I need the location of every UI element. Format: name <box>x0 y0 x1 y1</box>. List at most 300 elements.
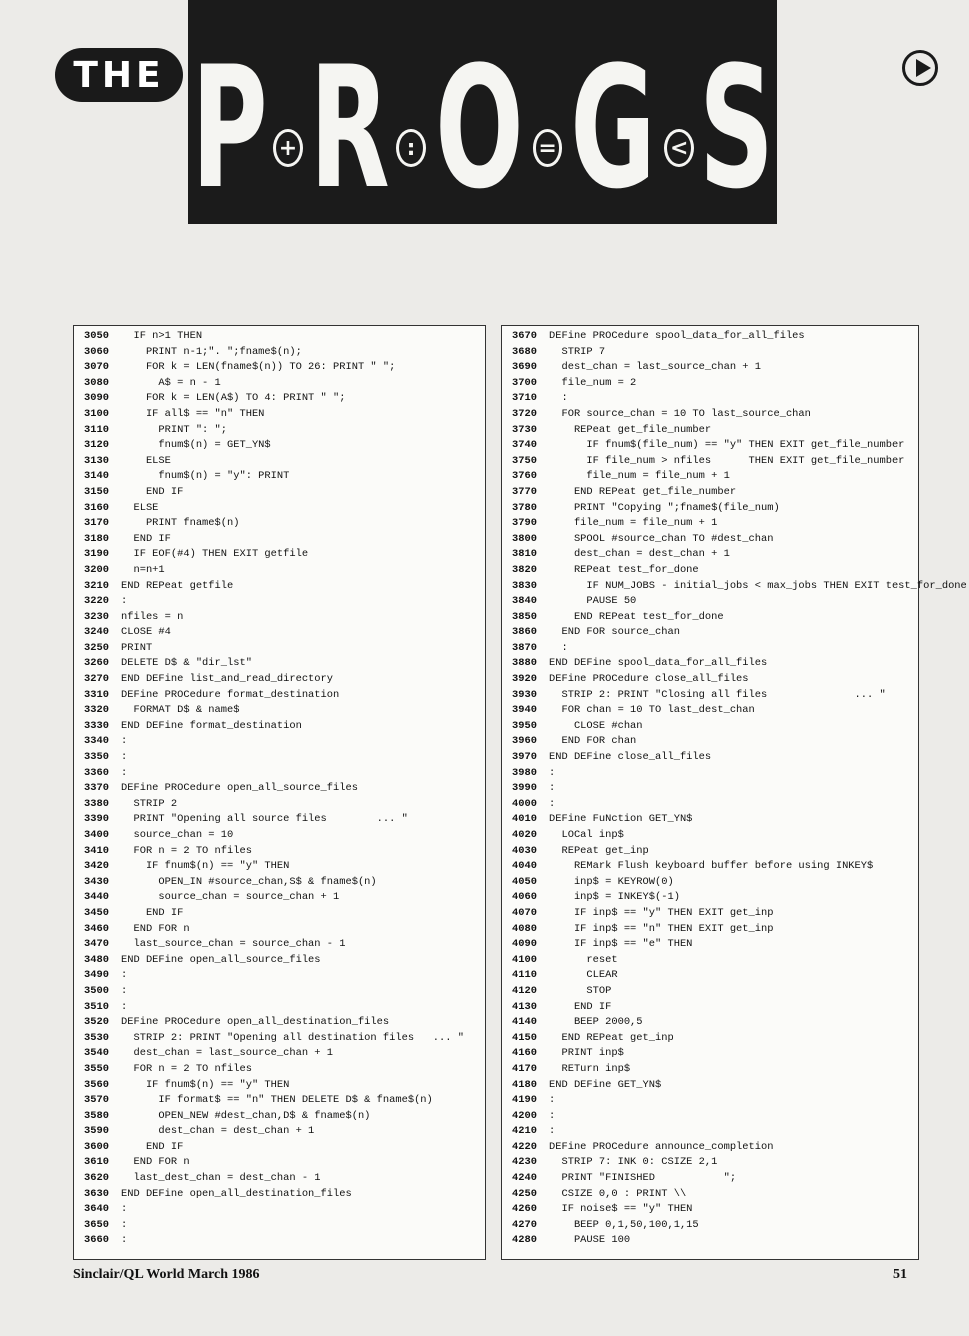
code-text: IF n>1 THEN <box>121 330 203 342</box>
code-text: STOP <box>549 984 612 997</box>
code-text: CLEAR <box>549 969 618 982</box>
code-text: STRIP 7: INK 0: CSIZE 2,1 <box>549 1156 718 1169</box>
code-text: END FOR source_chan <box>549 626 680 639</box>
line-number: 4160 <box>512 1047 537 1060</box>
code-text: last_source_chan = source_chan - 1 <box>121 938 346 951</box>
code-line <box>512 922 918 938</box>
code-line <box>84 1124 485 1140</box>
line-number: 3180 <box>84 532 109 545</box>
code-line <box>84 968 485 984</box>
line-number: 3450 <box>84 906 109 919</box>
line-number: 3370 <box>84 782 109 795</box>
line-number: 3230 <box>84 610 109 623</box>
title-letter: S <box>698 30 775 226</box>
line-number: 3730 <box>512 423 537 436</box>
code-line <box>84 781 485 797</box>
code-text: END DEFine close_all_files <box>549 751 712 764</box>
code-line <box>512 547 918 563</box>
code-line <box>84 1187 485 1203</box>
code-line <box>512 610 918 626</box>
code-text: PRINT "Opening all source files ... " <box>121 813 408 826</box>
code-line <box>84 1202 485 1218</box>
code-line <box>84 1062 485 1078</box>
code-line <box>84 875 485 891</box>
code-text: dest_chan = dest_chan + 1 <box>549 548 730 561</box>
code-text: PRINT inp$ <box>549 1047 624 1060</box>
code-line <box>512 360 918 376</box>
code-line <box>512 766 918 782</box>
code-line <box>512 469 918 485</box>
code-text: source_chan = 10 <box>121 829 234 841</box>
code-text: END FOR n <box>121 1156 190 1169</box>
code-text: IF inp$ == "n" THEN EXIT get_inp <box>549 922 774 935</box>
line-number: 3680 <box>512 345 537 358</box>
code-text: FOR source_chan = 10 TO last_source_chan <box>549 407 811 420</box>
code-text: ELSE <box>121 501 159 514</box>
code-line <box>84 1155 485 1171</box>
code-text: IF noise$ == "y" THEN <box>549 1203 693 1216</box>
code-line <box>84 547 485 563</box>
code-text: FORMAT D$ & name$ <box>121 704 240 717</box>
code-line <box>512 890 918 906</box>
code-text: END REPeat get_inp <box>549 1031 674 1044</box>
line-number: 3950 <box>512 719 537 732</box>
code-text: DEFine PROCedure open_all_destination_files <box>121 1016 390 1029</box>
code-text: inp$ = INKEY$(-1) <box>549 891 680 904</box>
code-text: : <box>549 1094 556 1107</box>
code-line <box>84 469 485 485</box>
code-line <box>512 438 918 454</box>
code-text: FOR chan = 10 TO last_dest_chan <box>549 704 755 717</box>
code-line <box>512 1093 918 1109</box>
line-number: 3610 <box>84 1156 109 1169</box>
line-number: 3590 <box>84 1125 109 1138</box>
code-text: CLOSE #4 <box>121 626 171 639</box>
code-text: : <box>121 984 128 997</box>
code-line <box>512 1109 918 1125</box>
line-number: 4020 <box>512 829 537 841</box>
line-number: 3250 <box>84 641 109 654</box>
code-text: : <box>121 1234 128 1247</box>
line-number: 3360 <box>84 766 109 779</box>
line-number: 3740 <box>512 439 537 452</box>
code-line <box>84 1015 485 1031</box>
code-text: PRINT "FINISHED "; <box>549 1172 737 1185</box>
code-line <box>512 1015 918 1031</box>
code-line <box>512 376 918 392</box>
line-number: 3960 <box>512 735 537 748</box>
line-number: 3850 <box>512 610 537 623</box>
code-text: DEFine PROCedure spool_data_for_all_files <box>549 330 805 342</box>
code-text: FOR k = LEN(fname$(n)) TO 26: PRINT " "; <box>121 361 396 374</box>
code-line <box>84 922 485 938</box>
progs-banner <box>188 0 777 224</box>
code-text: END DEFine list_and_read_directory <box>121 673 334 686</box>
code-line <box>84 454 485 470</box>
code-text: : <box>549 1125 556 1138</box>
line-number: 3840 <box>512 595 537 608</box>
code-text: IF inp$ == "e" THEN <box>549 938 693 951</box>
line-number: 4140 <box>512 1016 537 1029</box>
title-letter: O <box>435 30 524 226</box>
code-line <box>512 641 918 657</box>
line-number: 3400 <box>84 829 109 841</box>
code-line <box>512 1062 918 1078</box>
code-text: : <box>121 595 128 608</box>
code-text: IF NUM_JOBS - initial_jobs < max_jobs THEN EXIT test_for_done <box>549 579 967 592</box>
code-line <box>512 1031 918 1047</box>
play-arrow-icon <box>902 50 938 86</box>
line-number: 3990 <box>512 782 537 795</box>
code-text: A$ = n - 1 <box>121 376 221 389</box>
code-line <box>512 532 918 548</box>
code-text: : <box>121 1203 128 1216</box>
code-line <box>84 423 485 439</box>
code-text: END IF <box>121 906 184 919</box>
code-line <box>512 594 918 610</box>
line-number: 4260 <box>512 1203 537 1216</box>
line-number: 3710 <box>512 392 537 405</box>
code-text: END IF <box>549 1000 612 1013</box>
code-line <box>84 1031 485 1047</box>
line-number: 3470 <box>84 938 109 951</box>
code-line <box>512 688 918 704</box>
line-number: 3940 <box>512 704 537 717</box>
code-text: inp$ = KEYROW(0) <box>549 875 674 888</box>
code-line <box>84 1078 485 1094</box>
code-text: : <box>121 1218 128 1231</box>
line-number: 3760 <box>512 470 537 483</box>
code-line <box>512 703 918 719</box>
code-line <box>84 890 485 906</box>
code-line <box>512 672 918 688</box>
code-line <box>512 968 918 984</box>
code-text: file_num = file_num + 1 <box>549 470 730 483</box>
code-text: : <box>121 735 128 748</box>
code-text: REMark Flush keyboard buffer before using INKEY$ <box>549 860 874 873</box>
code-line <box>84 1109 485 1125</box>
line-number: 3480 <box>84 953 109 966</box>
line-number: 3700 <box>512 376 537 389</box>
line-number: 4040 <box>512 860 537 873</box>
code-line <box>512 1140 918 1156</box>
code-text: PRINT ": "; <box>121 423 228 436</box>
line-number: 4130 <box>512 1000 537 1013</box>
code-line <box>512 516 918 532</box>
line-number: 4170 <box>512 1062 537 1075</box>
line-number: 3530 <box>84 1031 109 1044</box>
code-line <box>84 1140 485 1156</box>
line-number: 4030 <box>512 844 537 857</box>
line-number: 3930 <box>512 688 537 701</box>
line-number: 3560 <box>84 1078 109 1091</box>
code-text: : <box>549 797 556 810</box>
code-line <box>512 719 918 735</box>
code-text: n=n+1 <box>121 563 165 576</box>
line-number: 4180 <box>512 1078 537 1091</box>
code-listing-right <box>502 326 967 1249</box>
line-number: 4010 <box>512 813 537 826</box>
code-line <box>512 625 918 641</box>
code-text: : <box>121 1000 128 1013</box>
code-line <box>512 501 918 517</box>
code-line <box>512 1187 918 1203</box>
line-number: 3120 <box>84 439 109 452</box>
code-line <box>512 812 918 828</box>
line-number: 4240 <box>512 1172 537 1185</box>
line-number: 3810 <box>512 548 537 561</box>
code-line <box>84 625 485 641</box>
code-line <box>84 485 485 501</box>
code-text: DEFine PROCedure open_all_source_files <box>121 782 358 795</box>
listing-panel-right <box>501 325 967 1260</box>
line-number: 3260 <box>84 657 109 670</box>
progs-title <box>188 30 777 226</box>
title-letter: R <box>309 30 390 226</box>
code-text: : <box>121 766 128 779</box>
line-number: 3270 <box>84 673 109 686</box>
line-number: 4220 <box>512 1140 537 1153</box>
line-number: 4110 <box>512 969 537 982</box>
code-line <box>512 656 918 672</box>
code-text: : <box>121 969 128 982</box>
code-line <box>512 1000 918 1016</box>
code-line <box>84 501 485 517</box>
code-text: IF fnum$(n) == "y" THEN <box>121 860 290 873</box>
code-text: file_num = 2 <box>549 376 637 389</box>
code-line <box>84 360 485 376</box>
code-text: fnum$(n) = GET_YN$ <box>121 439 271 452</box>
line-number: 3420 <box>84 860 109 873</box>
code-text: END FOR chan <box>549 735 637 748</box>
code-text: reset <box>549 953 618 966</box>
code-text: PRINT "Copying ";fname$(file_num) <box>549 501 780 514</box>
code-line <box>84 953 485 969</box>
listing-panel-left <box>73 325 486 1260</box>
line-number: 3720 <box>512 407 537 420</box>
title-letter: G <box>570 30 657 226</box>
code-text: PRINT n-1;". ";fname$(n); <box>121 345 302 358</box>
code-text: ELSE <box>121 454 171 467</box>
code-line <box>84 1046 485 1062</box>
line-number: 3620 <box>84 1172 109 1185</box>
line-number: 4190 <box>512 1094 537 1107</box>
code-line <box>84 797 485 813</box>
code-text: last_dest_chan = dest_chan - 1 <box>121 1172 321 1185</box>
line-number: 3440 <box>84 891 109 904</box>
code-line <box>84 828 485 844</box>
line-number: 3800 <box>512 532 537 545</box>
line-number: 3640 <box>84 1203 109 1216</box>
code-line <box>84 579 485 595</box>
code-line <box>512 750 918 766</box>
line-number: 3130 <box>84 454 109 467</box>
line-number: 4000 <box>512 797 537 810</box>
colon-key-icon: : <box>396 129 426 167</box>
code-line <box>512 828 918 844</box>
code-text: : <box>549 641 568 654</box>
code-text: IF inp$ == "y" THEN EXIT get_inp <box>549 906 774 919</box>
line-number: 3550 <box>84 1062 109 1075</box>
line-number: 3650 <box>84 1218 109 1231</box>
line-number: 3410 <box>84 844 109 857</box>
code-text: FOR n = 2 TO nfiles <box>121 844 252 857</box>
code-line <box>512 953 918 969</box>
line-number: 3090 <box>84 392 109 405</box>
line-number: 3520 <box>84 1016 109 1029</box>
line-number: 3540 <box>84 1047 109 1060</box>
code-text: OPEN_NEW #dest_chan,D$ & fname$(n) <box>121 1109 371 1122</box>
line-number: 3660 <box>84 1234 109 1247</box>
code-line <box>512 579 967 595</box>
line-number: 4100 <box>512 953 537 966</box>
code-text: IF file_num > nfiles THEN EXIT get_file_number <box>549 454 905 467</box>
code-line <box>84 376 485 392</box>
line-number: 3100 <box>84 407 109 420</box>
line-number: 4270 <box>512 1218 537 1231</box>
line-number: 3330 <box>84 719 109 732</box>
code-text: REPeat get_inp <box>549 844 649 857</box>
line-number: 3110 <box>84 423 109 436</box>
code-line <box>84 719 485 735</box>
line-number: 3380 <box>84 797 109 810</box>
code-text: STRIP 2: PRINT "Opening all destination files ... " <box>121 1031 464 1044</box>
code-line <box>84 1233 485 1249</box>
code-text: END DEFine GET_YN$ <box>549 1078 662 1091</box>
code-line <box>84 812 485 828</box>
code-text: : <box>549 392 568 405</box>
line-number: 3780 <box>512 501 537 514</box>
code-line <box>512 423 918 439</box>
code-line <box>512 1124 918 1140</box>
code-line <box>84 329 485 345</box>
code-line <box>512 734 918 750</box>
code-text: END REPeat getfile <box>121 579 234 592</box>
less-than-key-icon: < <box>664 129 694 167</box>
line-number: 3600 <box>84 1140 109 1153</box>
line-number: 3390 <box>84 813 109 826</box>
line-number: 3050 <box>84 330 109 342</box>
code-text: DEFine PROCedure announce_completion <box>549 1140 774 1153</box>
code-text: IF all$ == "n" THEN <box>121 407 265 420</box>
code-text: : <box>549 782 556 795</box>
code-line <box>84 563 485 579</box>
code-text: END IF <box>121 532 171 545</box>
code-line <box>84 516 485 532</box>
plus-key-icon: + <box>273 129 303 167</box>
code-line <box>84 906 485 922</box>
code-line <box>84 345 485 361</box>
line-number: 3790 <box>512 517 537 530</box>
code-line <box>84 532 485 548</box>
line-number: 4070 <box>512 906 537 919</box>
code-line <box>512 1202 918 1218</box>
line-number: 3140 <box>84 470 109 483</box>
code-line <box>512 1233 918 1249</box>
code-text: BEEP 2000,5 <box>549 1016 643 1029</box>
code-line <box>512 859 918 875</box>
code-line <box>512 906 918 922</box>
line-number: 4120 <box>512 984 537 997</box>
code-text: IF fnum$(n) == "y" THEN <box>121 1078 290 1091</box>
code-line <box>84 859 485 875</box>
code-text: END IF <box>121 485 184 498</box>
code-text: CSIZE 0,0 : PRINT \\ <box>549 1187 687 1200</box>
line-number: 3340 <box>84 735 109 748</box>
line-number: 3310 <box>84 688 109 701</box>
code-line <box>512 1155 918 1171</box>
code-text: dest_chan = last_source_chan + 1 <box>549 361 762 374</box>
code-text: : <box>549 766 556 779</box>
line-number: 3670 <box>512 330 537 342</box>
line-number: 4280 <box>512 1234 537 1247</box>
code-line <box>84 1218 485 1234</box>
code-line <box>512 485 918 501</box>
line-number: 3150 <box>84 485 109 498</box>
code-line <box>512 1046 918 1062</box>
code-text: nfiles = n <box>121 610 184 623</box>
code-text: FOR k = LEN(A$) TO 4: PRINT " "; <box>121 392 346 405</box>
equals-key-icon: = <box>533 129 563 167</box>
line-number: 3490 <box>84 969 109 982</box>
code-line <box>84 641 485 657</box>
line-number: 3630 <box>84 1187 109 1200</box>
code-text: source_chan = source_chan + 1 <box>121 891 340 904</box>
code-text: END DEFine open_all_source_files <box>121 953 321 966</box>
code-text: END REPeat get_file_number <box>549 485 737 498</box>
code-line <box>512 454 918 470</box>
code-line <box>512 1218 918 1234</box>
line-number: 4200 <box>512 1109 537 1122</box>
code-line <box>512 797 918 813</box>
code-text: RETurn inp$ <box>549 1062 631 1075</box>
code-text: REPeat test_for_done <box>549 563 699 576</box>
code-line <box>84 594 485 610</box>
code-text: REPeat get_file_number <box>549 423 712 436</box>
line-number: 4090 <box>512 938 537 951</box>
code-line <box>512 875 918 891</box>
code-text: FOR n = 2 TO nfiles <box>121 1062 252 1075</box>
line-number: 3070 <box>84 361 109 374</box>
code-line <box>512 329 918 345</box>
page-number: 51 <box>893 1267 907 1282</box>
the-badge <box>55 48 183 102</box>
code-text: DEFine FuNction GET_YN$ <box>549 813 693 826</box>
line-number: 3200 <box>84 563 109 576</box>
line-number: 3170 <box>84 517 109 530</box>
code-text: END DEFine format_destination <box>121 719 302 732</box>
code-text: END DEFine spool_data_for_all_files <box>549 657 768 670</box>
code-text: CLOSE #chan <box>549 719 643 732</box>
code-line <box>84 688 485 704</box>
line-number: 4250 <box>512 1187 537 1200</box>
line-number: 3880 <box>512 657 537 670</box>
code-text: IF EOF(#4) THEN EXIT getfile <box>121 548 309 561</box>
line-number: 3690 <box>512 361 537 374</box>
code-text: SPOOL #source_chan TO #dest_chan <box>549 532 774 545</box>
line-number: 3770 <box>512 485 537 498</box>
code-line <box>512 1171 918 1187</box>
line-number: 4050 <box>512 875 537 888</box>
code-line <box>512 1078 918 1094</box>
code-text: STRIP 2 <box>121 797 178 810</box>
code-line <box>512 781 918 797</box>
line-number: 3240 <box>84 626 109 639</box>
line-number: 4060 <box>512 891 537 904</box>
line-number: 3500 <box>84 984 109 997</box>
code-line <box>84 1171 485 1187</box>
code-text: dest_chan = dest_chan + 1 <box>121 1125 315 1138</box>
